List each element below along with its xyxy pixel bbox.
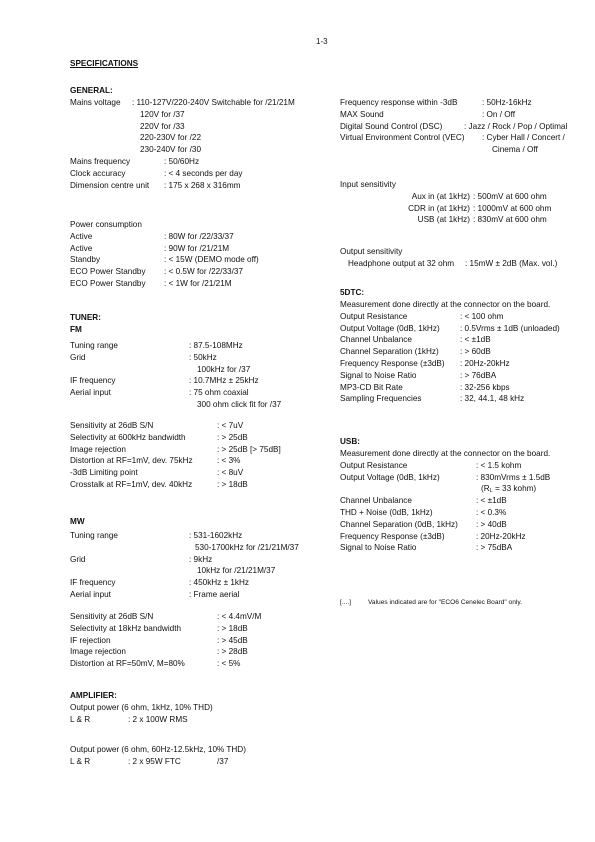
fm-heading: FM (70, 325, 82, 334)
spec-value: 10kHz for /21/21M/37 (197, 566, 276, 576)
spec-value: : Frame aerial (189, 589, 240, 599)
spec-value: : < 0.5W for /22/33/37 (164, 267, 243, 277)
spec-label: Output Voltage (0dB, 1kHz) (340, 323, 440, 333)
mains-voltage-label: Mains voltage (70, 98, 121, 107)
spec-label: ECO Power Standby (70, 278, 146, 288)
fm-block-a (70, 340, 332, 411)
spec-value: : 80W for /22/33/37 (164, 231, 234, 241)
spec-label: THD + Noise (0dB, 1kHz) (340, 507, 433, 517)
spec-label: Image rejection (70, 444, 126, 454)
spec-value: Cinema / Off (492, 145, 538, 155)
amplifier-heading: AMPLIFIER: (70, 691, 117, 700)
spec-label: Sampling Frequencies (340, 394, 422, 404)
spec-label: Distortion at RF=1mV, dev. 75kHz (70, 456, 193, 466)
output-power-2: Output power (6 ohm, 60Hz-12.5kHz, 10% THD) (70, 745, 246, 754)
spec-label: IF frequency (70, 376, 116, 386)
spec-value: : < ±1dB (460, 335, 491, 345)
mains-voltage-line: 120V for /37 (140, 109, 185, 119)
spec-value: : 0.5Vrms ± 1dB (unloaded) (460, 323, 560, 333)
spec-value: : > 18dB (217, 479, 248, 489)
spec-label: Frequency Response (±3dB) (340, 531, 445, 541)
mains-frequency-value: : 50/60Hz (164, 156, 200, 166)
output-sensitivity-block (340, 246, 580, 270)
spec-value: : 32, 44.1, 48 kHz (460, 394, 525, 404)
amplifier-block (70, 702, 332, 726)
mw-block-b (70, 611, 332, 670)
spec-label: Tuning range (70, 341, 118, 350)
spec-label: Signal to Noise Ratio (340, 370, 417, 380)
output-sensitivity-heading: Output sensitivity (340, 247, 403, 256)
spec-label: Channel Separation (1kHz) (340, 347, 439, 357)
spec-value: : > 28dB (217, 647, 248, 657)
spec-label: Aerial input (70, 388, 111, 398)
page-title: SPECIFICATIONS (70, 59, 139, 68)
spec-value: : < ±1dB (476, 496, 507, 506)
spec-label: Channel Separation (0dB, 1kHz) (340, 519, 458, 529)
spec-label: Digital Sound Control (DSC) (340, 121, 443, 131)
spec-label: Distortion at RF=50mV, M=80% (70, 659, 185, 669)
spec-value: : 9kHz (189, 554, 213, 564)
mains-voltage-block (70, 97, 332, 191)
footnote-text: Values indicated are for "ECO6 Cenelec Board" only. (368, 599, 522, 606)
sdtc-block (340, 299, 580, 405)
lr-suffix: /37 (217, 756, 229, 766)
usb-heading: USB: (340, 437, 361, 446)
spec-label: Grid (70, 352, 86, 362)
spec-label: Output Resistance (340, 311, 408, 321)
spec-value: 100kHz for /37 (197, 364, 251, 374)
footnote-mark: [....] (340, 599, 351, 606)
spec-value: : > 76dBA (460, 370, 497, 380)
spec-label: Standby (70, 255, 101, 265)
mains-voltage-line: 230-240V for /30 (140, 145, 201, 155)
spec-value: : < 0.3% (476, 507, 507, 517)
input-sensitivity-block (340, 179, 580, 226)
spec-value: : 500mV at 600 ohm (473, 191, 547, 201)
spec-value: : 75 ohm coaxial (189, 388, 249, 398)
usb-intro: Measurement done directly at the connector on the board. (340, 449, 551, 458)
spec-label: Aux in (at 1kHz) (411, 191, 470, 201)
spec-value: : 20Hz-20kHz (476, 531, 526, 541)
spec-value: : On / Off (482, 109, 516, 119)
spec-value: : < 4.4mV/M (217, 612, 262, 621)
spec-value: : 50Hz-16kHz (482, 98, 532, 107)
spec-value: : 87.5-108MHz (189, 341, 243, 350)
spec-value: : 531-1602kHz (189, 531, 243, 540)
lr-label: L & R (70, 714, 91, 724)
fm-block-b (70, 420, 332, 491)
spec-label: IF rejection (70, 635, 111, 645)
spec-value: : > 40dB (476, 519, 507, 529)
spec-label: Sensitivity at 26dB S/N (70, 421, 154, 430)
tuner-heading: TUNER: (70, 313, 101, 322)
spec-value: : < 3% (217, 456, 241, 466)
mains-voltage-line: 220V for /33 (140, 121, 185, 131)
spec-value: : < 15W (DEMO mode off) (164, 255, 259, 265)
spec-label: Grid (70, 554, 86, 564)
spec-label: IF frequency (70, 578, 116, 588)
spec-label: Aerial input (70, 589, 111, 599)
right-general-block (340, 97, 580, 156)
rl-sub: L (489, 488, 493, 495)
spec-label: Frequency response within -3dB (340, 98, 458, 107)
clock-value: : < 4 seconds per day (164, 168, 243, 178)
spec-label: Headphone output at 32 ohm (348, 258, 455, 268)
rl-prefix: (R (481, 484, 490, 494)
spec-value: : 10.7MHz ± 25kHz (189, 376, 259, 386)
spec-value: : 50kHz (189, 352, 217, 362)
mw-block-a (70, 530, 332, 601)
spec-label: MAX Sound (340, 109, 384, 119)
spec-label: Channel Unbalance (340, 496, 412, 506)
spec-value: : Cyber Hall / Concert / (482, 133, 565, 143)
spec-value: : 830mVrms ± 1.5dB (476, 472, 551, 482)
spec-label: CDR in (at 1kHz) (408, 203, 470, 213)
page-number: 1-3 (316, 37, 328, 46)
spec-value: : 32-256 kbps (460, 382, 510, 392)
spec-label: Tuning range (70, 531, 118, 540)
spec-value: : > 60dB (460, 347, 491, 357)
lr-label: L & R (70, 756, 91, 766)
dimension-label: Dimension centre unit (70, 180, 150, 190)
spec-label: Output Voltage (0dB, 1kHz) (340, 472, 440, 482)
power-heading: Power consumption (70, 220, 142, 229)
spec-value: : Jazz / Rock / Pop / Optimal (464, 121, 568, 131)
spec-value: : < 1W for /21/21M (164, 278, 232, 288)
spec-value: : 830mV at 600 ohm (473, 215, 547, 225)
output-power-1: Output power (6 ohm, 1kHz, 10% THD) (70, 703, 213, 712)
spec-value: : < 8uV (217, 468, 244, 478)
spec-label: MP3-CD Bit Rate (340, 382, 403, 392)
power-block (70, 219, 332, 290)
spec-label: ECO Power Standby (70, 267, 146, 277)
mains-voltage-line: 220-230V for /22 (140, 133, 201, 143)
footnote (340, 597, 580, 609)
spec-value: 300 ohm click fit for /37 (197, 399, 282, 409)
spec-label: Channel Unbalance (340, 335, 412, 345)
lr-value: : 2 x 100W RMS (128, 714, 188, 724)
spec-value: : < 7uV (217, 421, 244, 430)
amplifier-block-2 (70, 744, 332, 768)
spec-label: Output Resistance (340, 460, 408, 470)
spec-value: : 1000mV at 600 ohm (473, 203, 552, 213)
spec-value: : > 75dBA (476, 543, 513, 553)
dimension-value: : 175 x 268 x 316mm (164, 180, 241, 190)
spec-value: : 90W for /21/21M (164, 243, 230, 253)
spec-label: Selectivity at 600kHz bandwidth (70, 432, 186, 442)
spec-label: Image rejection (70, 647, 126, 657)
mains-frequency-label: Mains frequency (70, 156, 131, 166)
spec-value: 530-1700kHz for /21/21M/37 (195, 542, 299, 552)
mains-voltage-line: : 110-127V/220-240V Switchable for /21/21M (132, 98, 295, 107)
clock-label: Clock accuracy (70, 168, 126, 178)
spec-label: -3dB Limiting point (70, 468, 138, 478)
spec-value: : < 5% (217, 659, 241, 669)
spec-value: : > 18dB (217, 623, 248, 633)
lr-value: : 2 x 95W FTC (128, 756, 181, 766)
spec-label: Frequency Response (±3dB) (340, 358, 445, 368)
general-heading: GENERAL: (70, 86, 113, 95)
mw-heading: MW (70, 517, 85, 526)
spec-value: : 15mW ± 2dB (Max. vol.) (465, 258, 558, 268)
sdtc-heading: 5DTC: (340, 288, 365, 297)
spec-label: Sensitivity at 26dB S/N (70, 612, 154, 621)
sdtc-intro: Measurement done directly at the connector on the board. (340, 300, 551, 309)
spec-label: Virtual Environment Control (VEC) (340, 133, 465, 143)
spec-label: Active (70, 243, 93, 253)
spec-value: : < 1.5 kohm (476, 460, 522, 470)
usb-block (340, 448, 580, 554)
spec-value: : < 100 ohm (460, 311, 504, 321)
spec-label: Signal to Noise Ratio (340, 543, 417, 553)
spec-value: : > 45dB (217, 635, 248, 645)
spec-value: : 20Hz-20kHz (460, 358, 510, 368)
input-sensitivity-heading: Input sensitivity (340, 180, 396, 189)
spec-label: USB (at 1kHz) (417, 215, 470, 225)
rl-suffix: = 33 kohm) (492, 484, 537, 494)
spec-label: Selectivity at 18kHz bandwidth (70, 623, 182, 633)
spec-value: : 450kHz ± 1kHz (189, 578, 250, 588)
spec-value: : > 25dB (217, 432, 248, 442)
spec-label: Active (70, 231, 93, 241)
spec-label: Crosstalk at RF=1mV, dev. 40kHz (70, 479, 193, 489)
spec-value: : > 25dB [> 75dB] (217, 444, 281, 454)
